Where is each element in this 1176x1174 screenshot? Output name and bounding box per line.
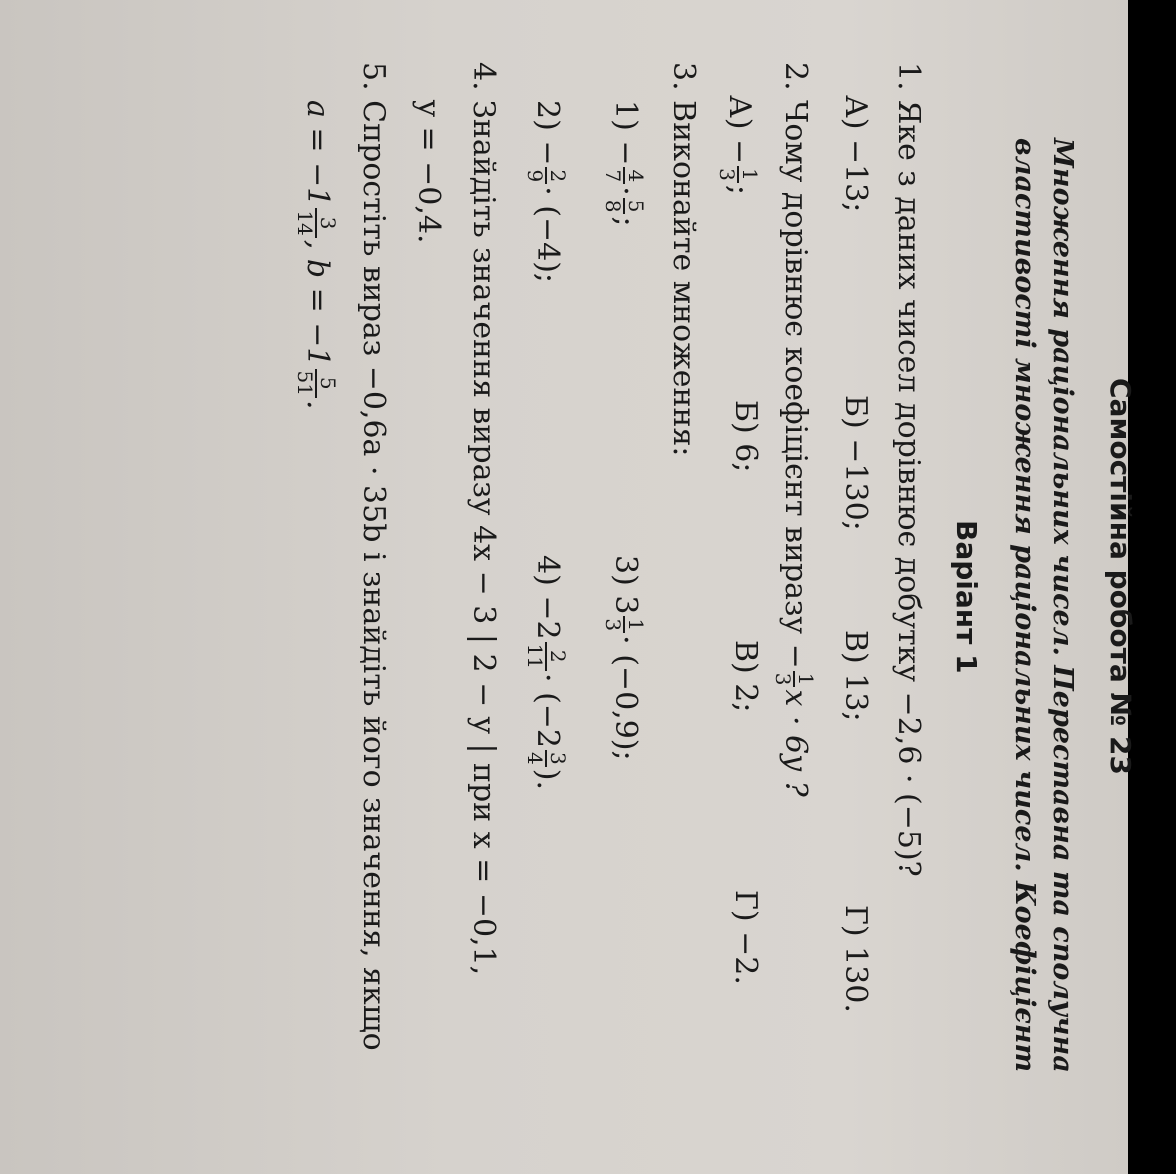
- task3-item1-frac1: [602, 167, 646, 184]
- task5-end: .: [300, 399, 335, 410]
- task3-item3-den: 3: [601, 618, 625, 632]
- task3-item-3: [602, 555, 646, 761]
- task3-item4-f2-num: 3: [546, 752, 570, 765]
- task3-item4-f1-num: 2: [545, 642, 568, 671]
- task3-item1-frac2: [602, 198, 646, 215]
- topic-line-2: властивості множення раціональних чисел. Коефіцієнт: [1009, 138, 1040, 1073]
- task3-item2-frac: [524, 167, 568, 184]
- task3-item2-rest: · (−4);: [530, 186, 565, 284]
- task3-item-1: 1) − 4 7 · 5 8 ;: [601, 100, 648, 227]
- task2-option-a-den: 3: [715, 168, 739, 181]
- task5-a-num: 3: [315, 208, 338, 237]
- task3-question: 3. Виконайте множення:: [666, 62, 701, 457]
- variant-heading: Варіант 1: [950, 520, 983, 674]
- task1-question: 1. Яке з даних чисел дорівнює добутку −2,6 · (−5)?: [891, 62, 926, 877]
- task3-item1-f1-den: 7: [601, 169, 625, 183]
- task3-item1-f1-num: 4: [624, 169, 648, 183]
- task3-item-4: [524, 555, 568, 790]
- task3-item2-num: 2: [546, 169, 570, 183]
- task5-a-den: 14: [293, 210, 317, 236]
- task3-item4-frac2: [524, 750, 568, 767]
- task4-line-1: 4. Знайдіть значення виразу 4x − 3 | 2 − y | при x = −0,1,: [466, 62, 501, 976]
- task5-b-fraction: [294, 369, 338, 398]
- task2-question: [772, 62, 816, 797]
- task3-item1-label: 1) −: [608, 100, 643, 166]
- task1-option-a: А) −13;: [838, 95, 873, 213]
- task2-option-v: В) 2;: [728, 640, 763, 713]
- task5-b-value: , b = −1: [300, 239, 335, 367]
- task1-option-g: Г) 130.: [838, 905, 873, 1013]
- task3-item4-mid: · (−2: [530, 673, 565, 749]
- task2-option-g: Г) −2.: [728, 890, 763, 985]
- task2-option-a-fraction: [716, 166, 760, 183]
- task4-line-2: y = −0,4.: [411, 100, 446, 244]
- task2-option-a-end: ;: [722, 184, 757, 195]
- task3-item1-f2-den: 8: [601, 199, 625, 213]
- task2-fraction: [772, 671, 816, 688]
- topic-line-1: Множення раціональних чисел. Переставна та сполучна: [1047, 138, 1078, 1073]
- task3-item2-label: 2) −: [530, 100, 565, 166]
- task2-option-a-num: 1: [738, 168, 762, 181]
- task5-b-den: 51: [293, 370, 317, 396]
- task3-item4-label: 4) −2: [530, 555, 565, 640]
- task3-item4-frac1: [524, 642, 568, 671]
- task3-item2-den: 9: [523, 169, 547, 183]
- task2-expression: x · 6y ?: [778, 689, 813, 797]
- task1-option-b: Б) −130;: [838, 395, 873, 531]
- task5-line-1: 5. Спростіть вираз −0,6a · 35b і знайдіть його значення, якщо: [356, 62, 391, 1051]
- task2-option-a-label: А) −: [722, 95, 757, 165]
- task2-option-a: [716, 95, 760, 195]
- task2-option-b: Б) 6;: [728, 400, 763, 473]
- task5-a-fraction: [294, 208, 338, 237]
- task3-item3-label: 3) 3: [608, 555, 643, 615]
- task2-minus: −: [778, 643, 813, 669]
- task2-frac-num: 1: [794, 672, 818, 686]
- task3-item3-num: 1: [624, 618, 648, 632]
- task3-item3-frac: [602, 616, 646, 633]
- task5-line-2: [294, 100, 338, 410]
- task5-b-num: 5: [315, 369, 338, 398]
- task5-a-value: a = −1: [300, 100, 335, 207]
- worksheet-title: Самостійна робота № 23: [1104, 378, 1137, 775]
- task2-question-text: 2. Чому дорівнює коефіцієнт виразу: [778, 62, 813, 635]
- task3-item4-f2-den: 4: [523, 752, 547, 765]
- task3-item3-rest: · (−0,9);: [608, 635, 643, 761]
- task1-option-v: В) 13;: [838, 630, 873, 722]
- task3-item4-end: ).: [530, 768, 565, 790]
- task3-item-2: [524, 100, 568, 283]
- task2-frac-den: 3: [771, 672, 795, 686]
- task3-item4-f1-den: 11: [523, 643, 547, 670]
- task3-item1-f2-num: 5: [624, 199, 648, 213]
